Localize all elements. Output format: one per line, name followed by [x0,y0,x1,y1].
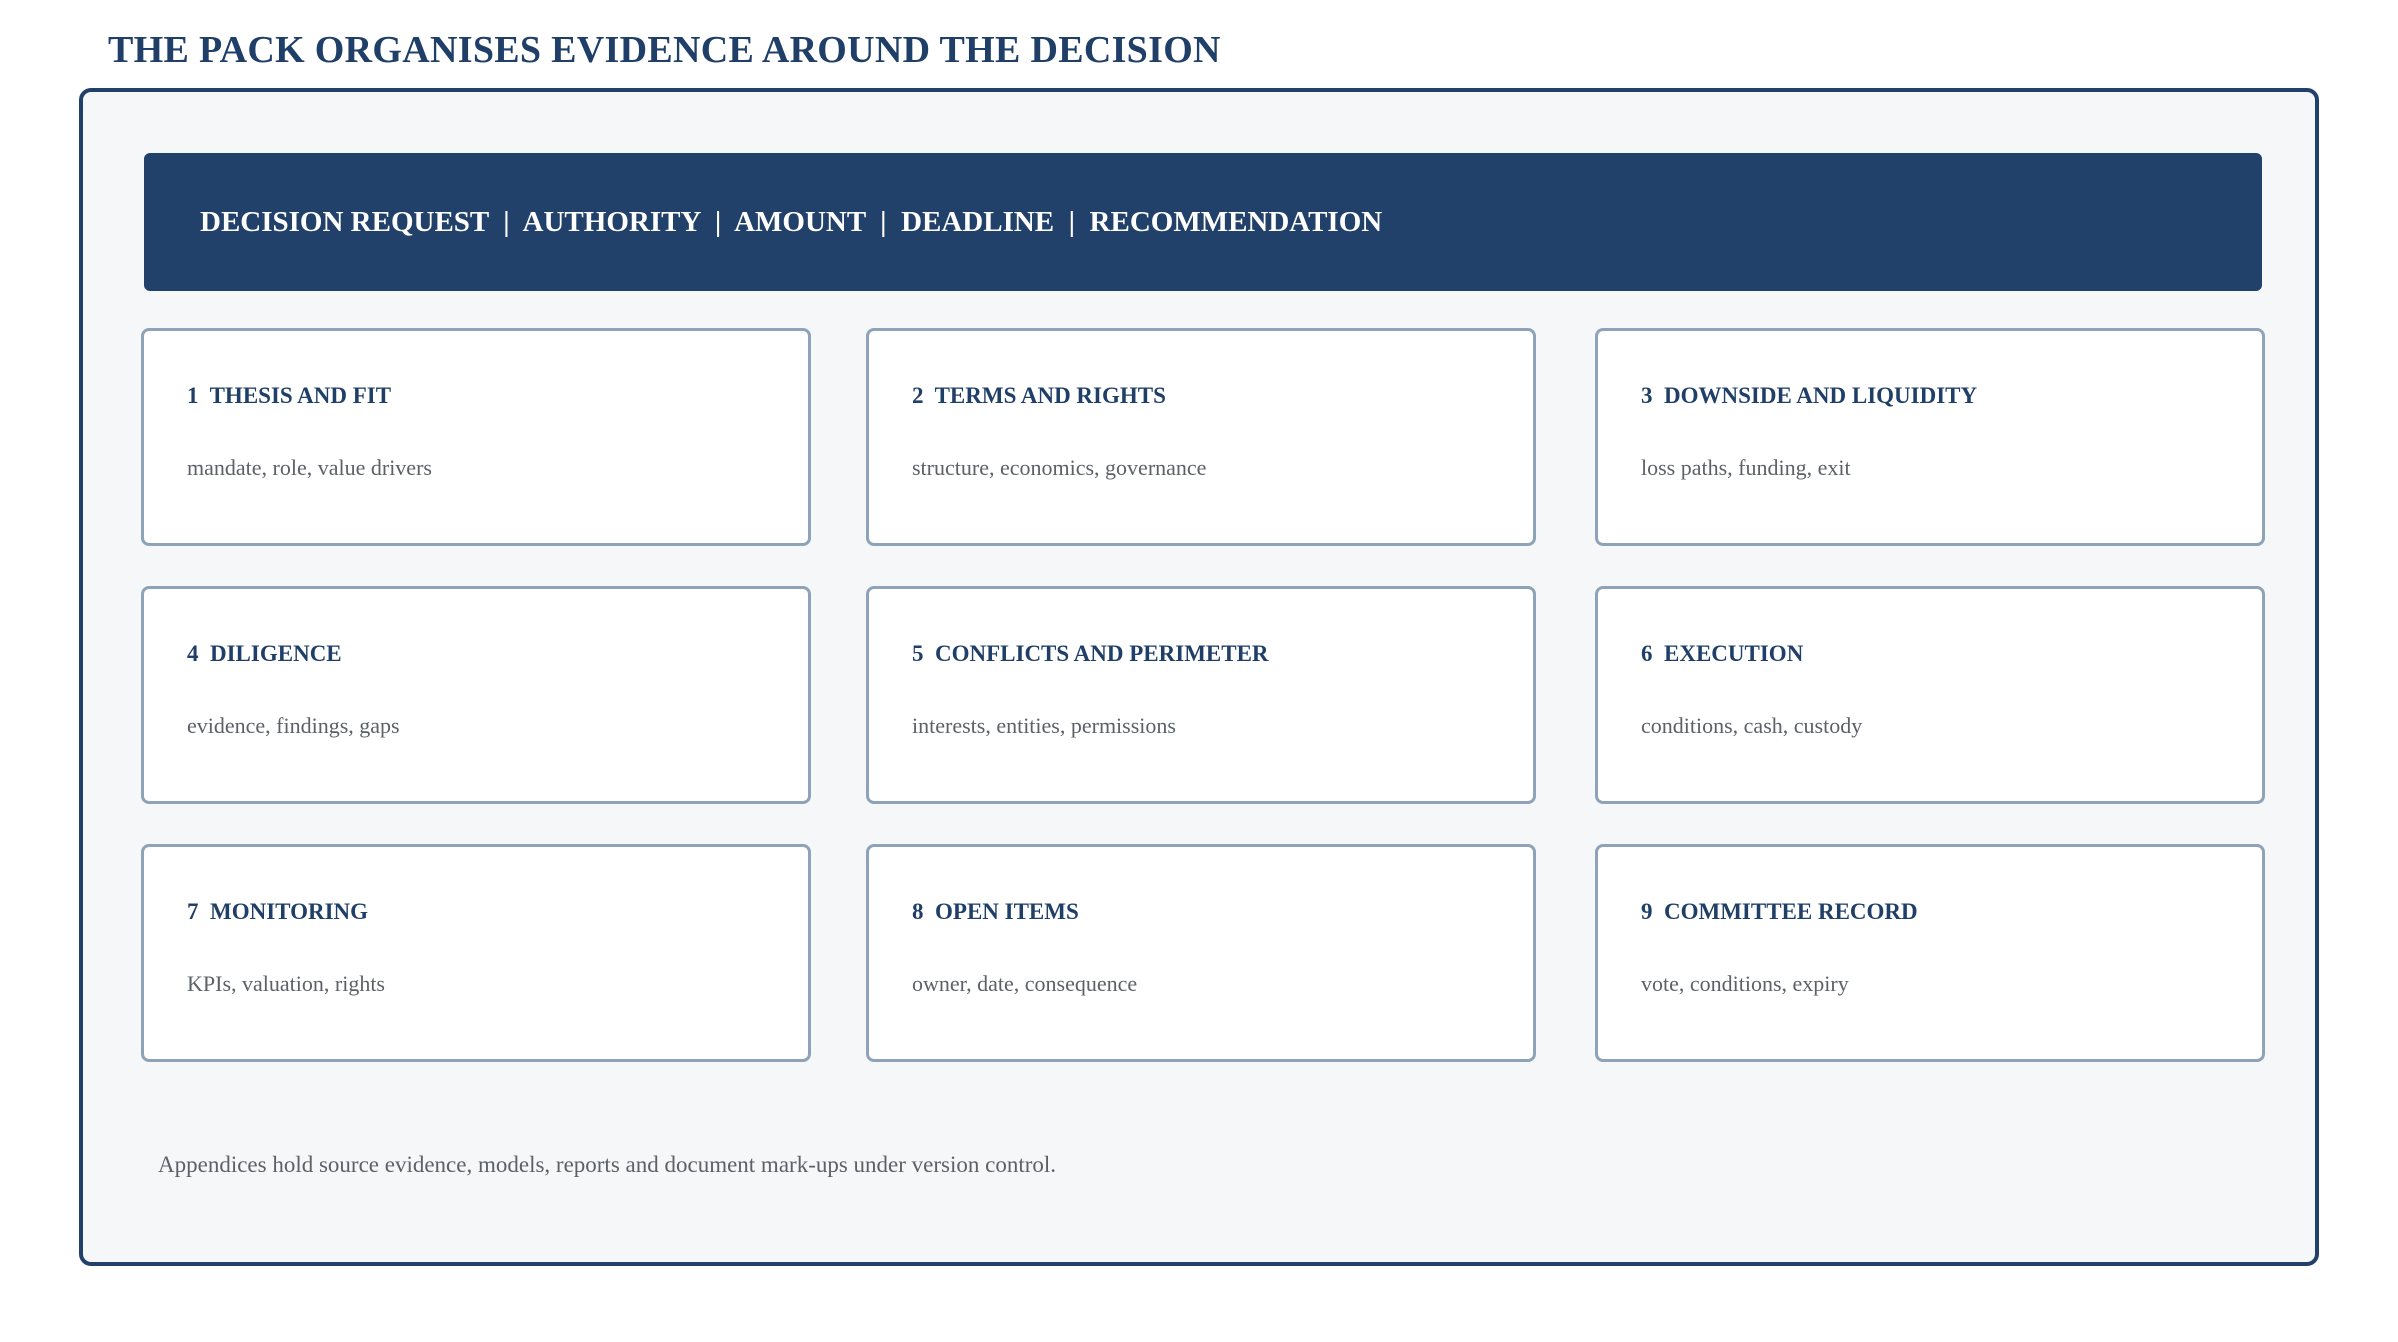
section-detail: evidence, findings, gaps [187,713,400,738]
section-card-committee-record [1595,844,2265,1062]
section-detail: owner, date, consequence [912,971,1138,996]
section-card-execution [1595,586,2265,804]
section-title: 2 TERMS AND RIGHTS [912,383,1166,408]
footer-note: Appendices hold source evidence, models, reports and document mark-ups under version control. [158,1152,1057,1177]
section-card-downside-and-liquidity [1595,328,2265,546]
section-title: 3 DOWNSIDE AND LIQUIDITY [1641,383,1978,408]
section-card-open-items [866,844,1536,1062]
section-title: 1 THESIS AND FIT [187,383,392,408]
section-detail: KPIs, valuation, rights [187,971,385,996]
decision-banner [144,153,2262,291]
section-card-monitoring [141,844,811,1062]
section-title: 6 EXECUTION [1641,641,1804,666]
section-detail: interests, entities, permissions [912,713,1176,738]
section-card-conflicts-and-perimeter [866,586,1536,804]
section-title: 9 COMMITTEE RECORD [1641,899,1918,924]
section-detail: structure, economics, governance [912,455,1207,480]
decision-banner-text: DECISION REQUEST | AUTHORITY | AMOUNT | DEADLINE | RECOMMENDATION [200,205,1383,238]
section-title: 4 DILIGENCE [187,641,342,666]
section-title: 7 MONITORING [187,899,369,924]
evidence-pack-frame [79,88,2319,1266]
section-title: 8 OPEN ITEMS [912,899,1079,924]
page-title: THE PACK ORGANISES EVIDENCE AROUND THE DECISION [108,29,1221,71]
section-title: 5 CONFLICTS AND PERIMETER [912,641,1269,666]
section-card-thesis-and-fit [141,328,811,546]
section-card-terms-and-rights [866,328,1536,546]
section-detail: loss paths, funding, exit [1641,455,1851,480]
section-detail: vote, conditions, expiry [1641,971,1849,996]
section-detail: mandate, role, value drivers [187,455,432,480]
section-card-diligence [141,586,811,804]
section-detail: conditions, cash, custody [1641,713,1863,738]
